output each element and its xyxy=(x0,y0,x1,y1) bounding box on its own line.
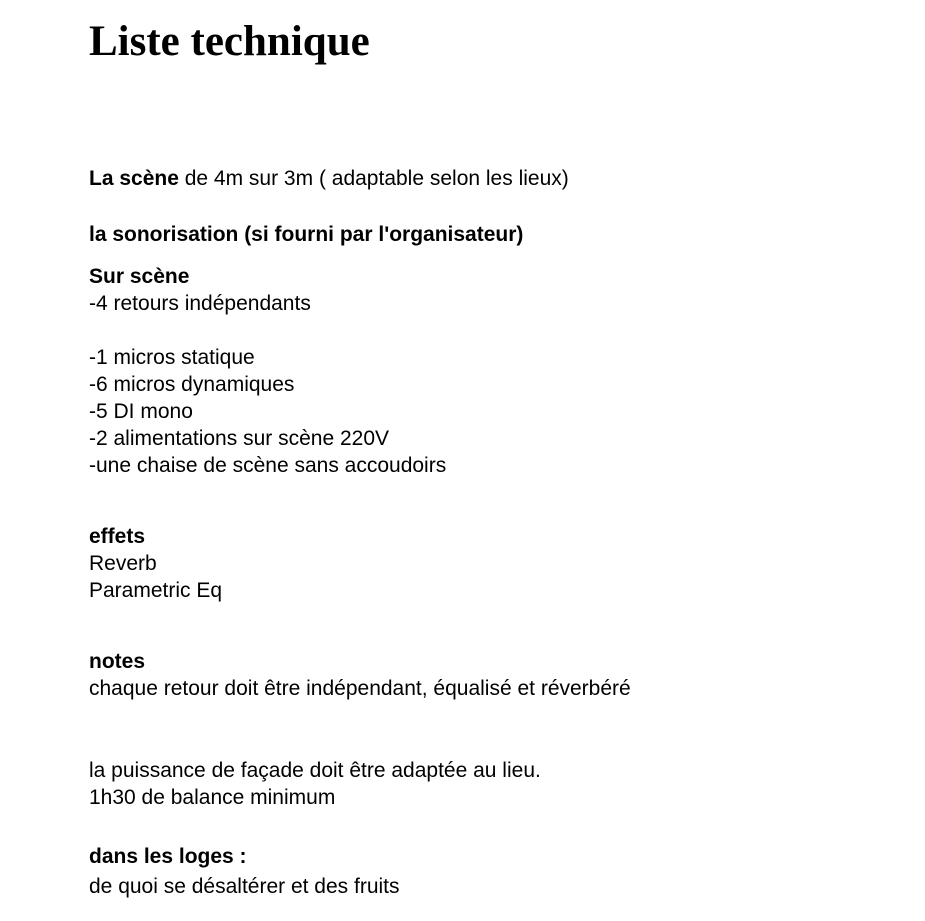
scene-label: La scène xyxy=(89,167,179,190)
list-item: -2 alimentations sur scène 220V xyxy=(89,427,389,450)
retours-line: -4 retours indépendants xyxy=(89,292,311,315)
list-item: -5 DI mono xyxy=(89,400,193,423)
effet-item: Reverb xyxy=(89,552,157,575)
loges-heading: dans les loges : xyxy=(89,845,247,868)
note-line: la puissance de façade doit être adaptée au lieu. xyxy=(89,759,541,782)
list-item: -une chaise de scène sans accoudoirs xyxy=(89,454,447,477)
effet-item: Parametric Eq xyxy=(89,579,223,602)
list-item: -1 micros statique xyxy=(89,346,255,369)
sonorisation-heading: la sonorisation (si fourni par l'organisateur) xyxy=(89,223,524,246)
note-line: chaque retour doit être indépendant, équalisé et réverbéré xyxy=(89,677,631,700)
sur-scene-heading: Sur scène xyxy=(89,265,190,288)
note-line: 1h30 de balance minimum xyxy=(89,786,336,809)
notes-heading: notes xyxy=(89,650,146,673)
list-item: -6 micros dynamiques xyxy=(89,373,295,396)
page-title: Liste technique xyxy=(89,18,370,65)
scene-line xyxy=(89,165,569,192)
loges-text: de quoi se désaltérer et des fruits xyxy=(89,875,400,898)
effets-heading: effets xyxy=(89,525,146,548)
scene-text: de 4m sur 3m ( adaptable selon les lieux) xyxy=(178,167,569,190)
